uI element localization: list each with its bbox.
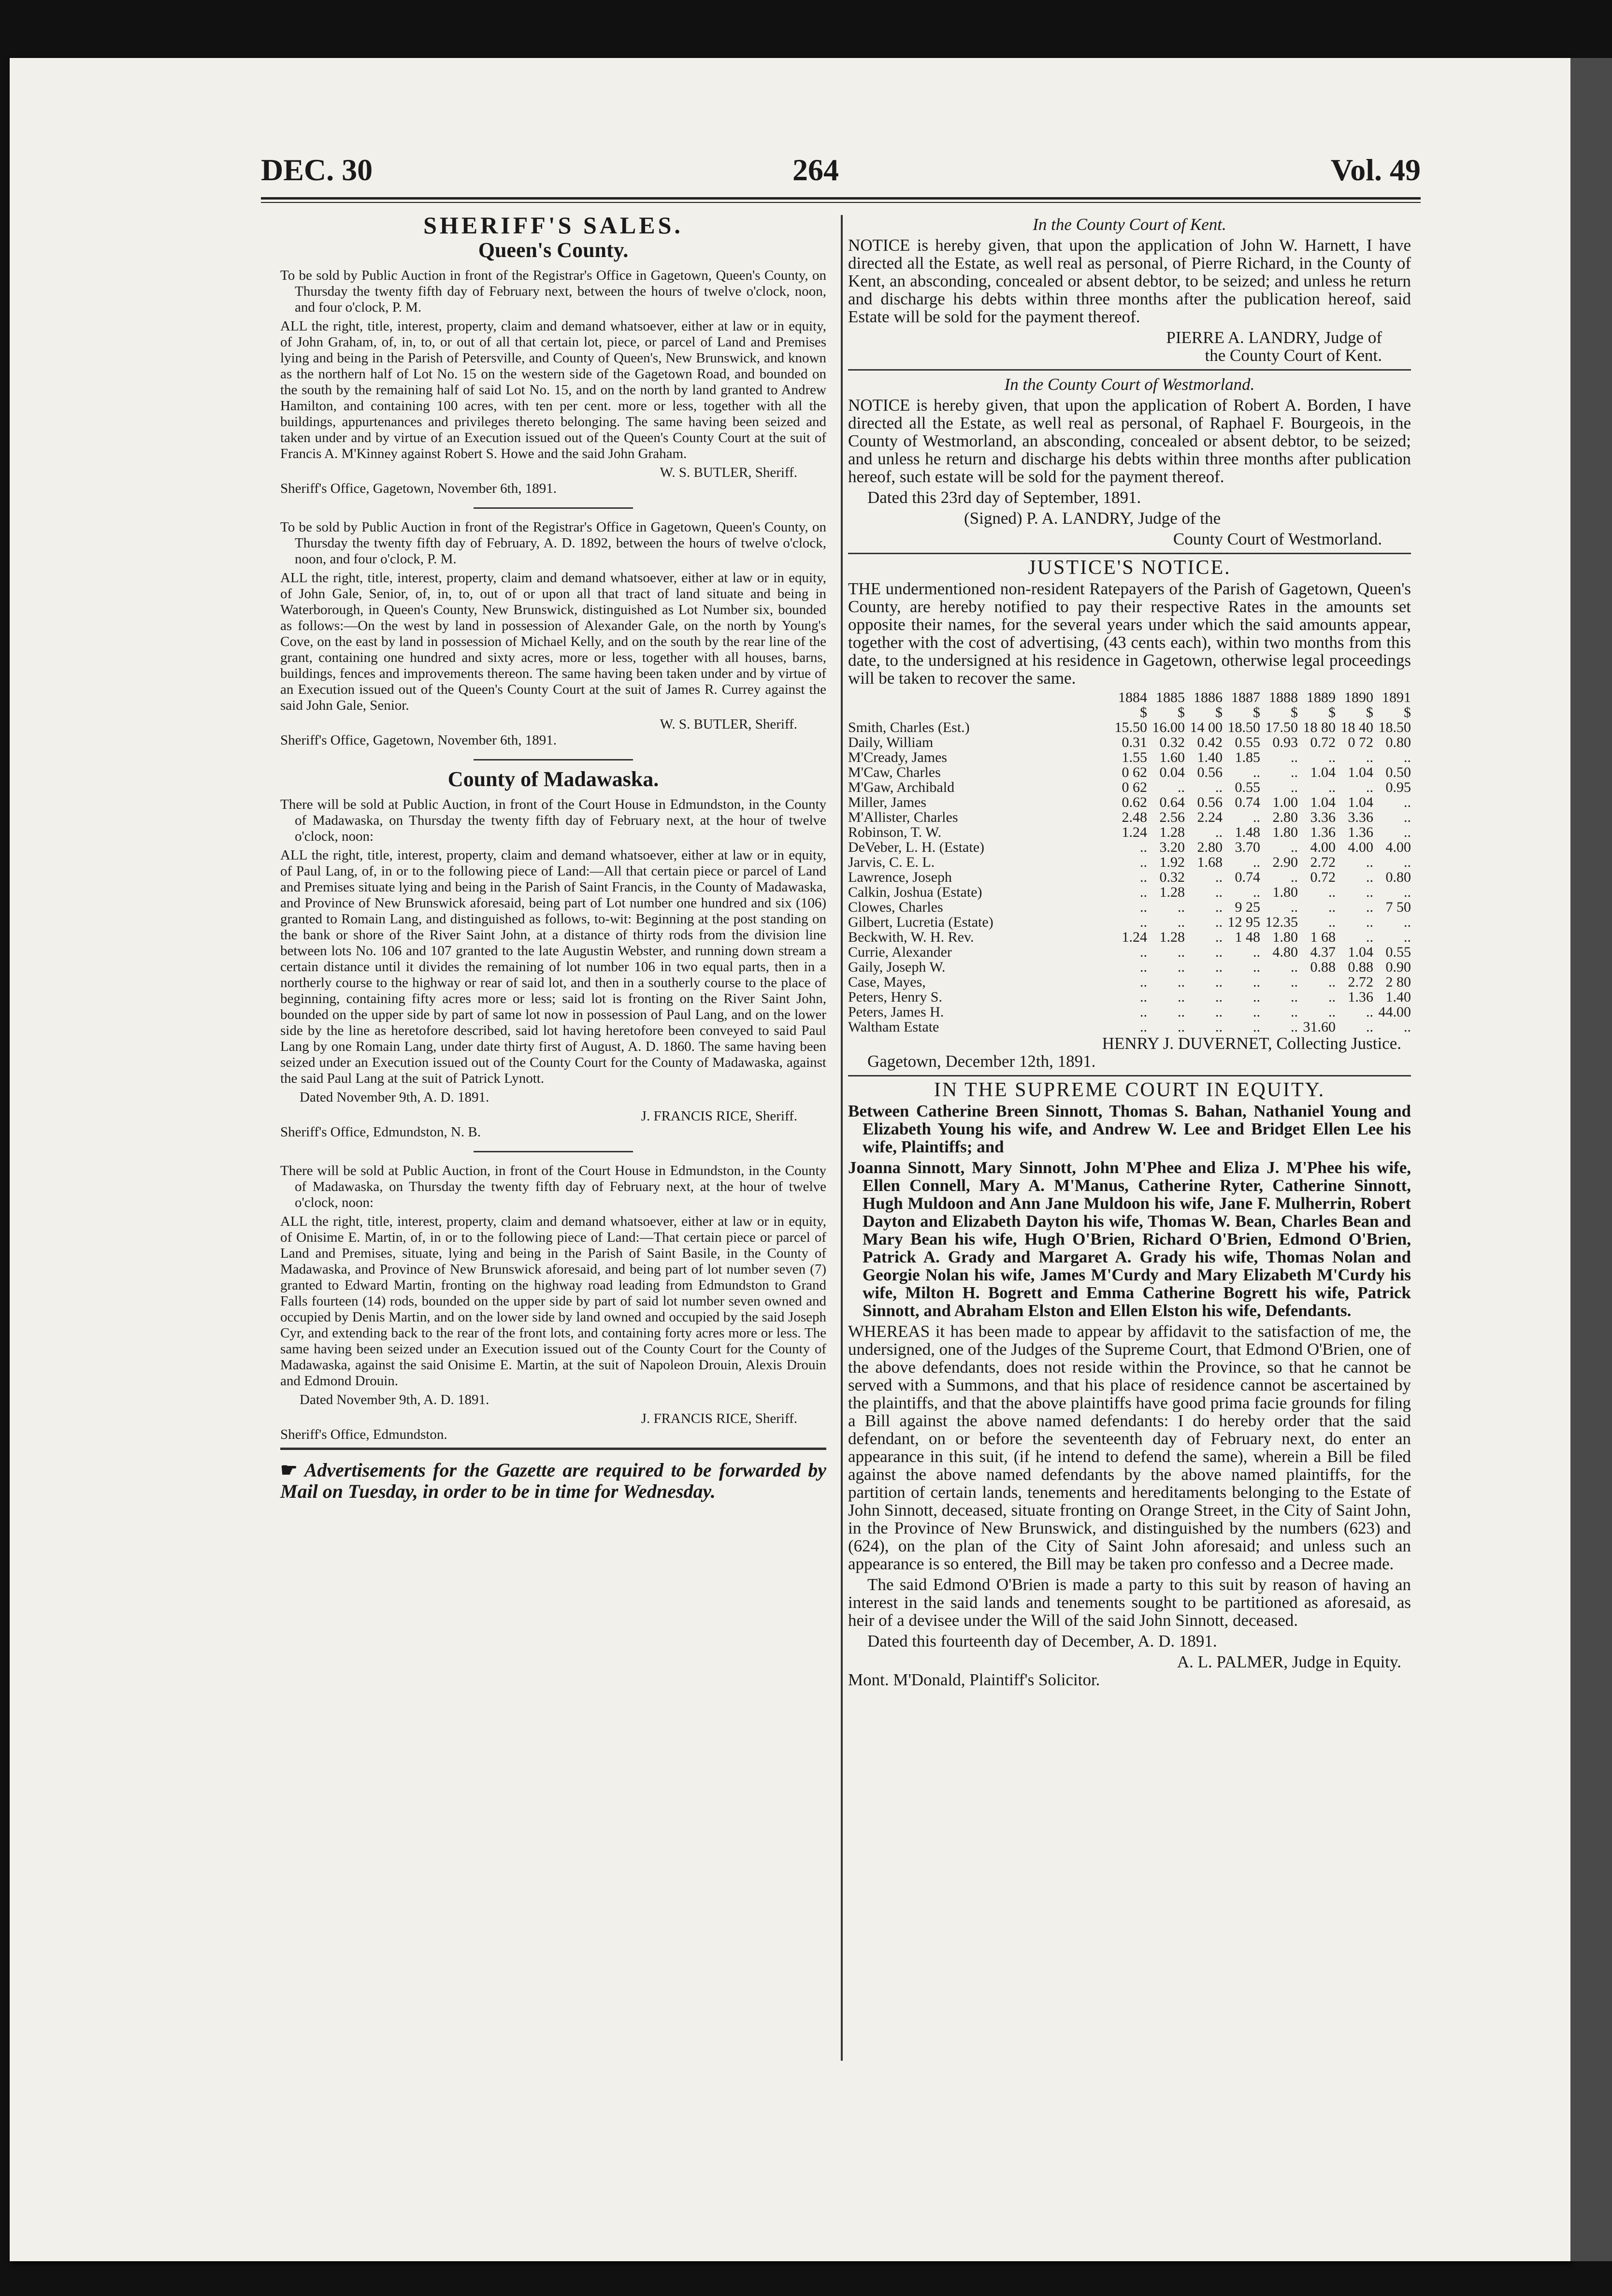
rate-amount: .. — [1253, 974, 1260, 990]
rate-amount: .. — [1215, 974, 1223, 990]
rate-amount: 1.04 — [1310, 764, 1336, 780]
rate-amount: 0.56 — [1197, 764, 1223, 780]
rate-amount: .. — [1328, 974, 1336, 990]
rate-amount: 0.88 — [1310, 959, 1336, 975]
equity-court-heading: IN THE SUPREME COURT IN EQUITY. — [934, 1079, 1325, 1101]
ratepayer-name: Waltham Estate — [848, 1019, 939, 1035]
rate-amount: 0.74 — [1235, 794, 1260, 810]
rate-amount: .. — [1366, 884, 1373, 900]
rate-amount: 4.00 — [1310, 839, 1336, 855]
rate-amount: .. — [1215, 1019, 1223, 1035]
rate-amount: 1.92 — [1159, 854, 1185, 870]
gazette-advertisement-note — [280, 1460, 826, 1502]
rates-row — [848, 930, 1411, 945]
rate-amount: 0.04 — [1159, 764, 1185, 780]
year-header: 1884 — [1118, 689, 1147, 705]
rate-amount: .. — [1178, 959, 1185, 975]
rate-amount: .. — [1328, 779, 1336, 795]
rate-amount: 1.04 — [1348, 794, 1373, 810]
dollar-sign: $ — [1328, 704, 1336, 720]
rate-amount: .. — [1328, 749, 1336, 765]
rate-amount: .. — [1140, 839, 1147, 855]
rate-amount: 2.80 — [1197, 839, 1223, 855]
column-divider — [841, 215, 843, 2061]
year-header: 1887 — [1231, 689, 1260, 705]
ad-text: Advertisements for the Gazette are required to be forwarded by Mail on Tuesday, in order to be in time for Wednesday. — [280, 1459, 827, 1502]
rate-amount: 3.36 — [1310, 809, 1336, 825]
madawaska-sale-2-signature: J. FRANCIS RICE, Sheriff. — [641, 1411, 797, 1426]
rate-amount: 12 95 — [1227, 914, 1260, 930]
rate-amount: 1.55 — [1122, 749, 1147, 765]
rate-amount: .. — [1253, 809, 1260, 825]
rate-amount: .. — [1404, 884, 1411, 900]
rate-amount: .. — [1404, 824, 1411, 840]
rate-amount: 1.68 — [1197, 854, 1223, 870]
divider — [474, 1151, 633, 1152]
ratepayer-name: M'Gaw, Archibald — [848, 779, 955, 795]
equity-plaintiffs: Between Catherine Breen Sinnott, Thomas S. Bahan, Nathaniel Young and Elizabeth Young his wife, and Andrew W. Lee and Bridget Ellen Lee his wife, Plaintiffs; and — [848, 1102, 1411, 1156]
justices-notice-heading: JUSTICE'S NOTICE. — [1028, 557, 1231, 579]
rate-amount: .. — [1328, 899, 1336, 915]
rate-amount: 18 40 — [1340, 719, 1373, 735]
ratepayer-name: Beckwith, W. H. Rev. — [848, 929, 974, 945]
rate-amount: .. — [1291, 869, 1298, 885]
rate-amount: 2.72 — [1310, 854, 1336, 870]
madawaska-sale-2-intro: There will be sold at Public Auction, in front of the Court House in Edmundston, in the County of Madawaska, on Thursday the twenty fifth day of February next, at the hour of twelve o'clock, noon: — [280, 1163, 826, 1210]
ratepayer-name: Gilbert, Lucretia (Estate) — [848, 914, 993, 930]
ratepayer-name: Daily, William — [848, 734, 934, 750]
ratepayer-name: M'Allister, Charles — [848, 809, 958, 825]
ratepayer-name: DeVeber, L. H. (Estate) — [848, 839, 985, 855]
rate-amount: 1.24 — [1122, 824, 1147, 840]
rate-amount: 1.04 — [1348, 764, 1373, 780]
rate-amount: 1.00 — [1272, 794, 1298, 810]
westmorland-signature-2: County Court of Westmorland. — [1173, 530, 1382, 548]
rate-amount: 1 48 — [1235, 929, 1260, 945]
rate-amount: 1.48 — [1235, 824, 1260, 840]
page-edge — [1570, 58, 1612, 2261]
year-header: 1885 — [1156, 689, 1185, 705]
page-number: 264 — [792, 153, 839, 187]
rates-row — [848, 990, 1411, 1004]
rate-amount: .. — [1215, 1004, 1223, 1020]
rate-amount: .. — [1291, 839, 1298, 855]
issue-date: DEC. 30 — [261, 153, 373, 187]
rate-amount: 14 00 — [1190, 719, 1223, 735]
rates-row — [848, 780, 1411, 795]
rate-amount: .. — [1140, 869, 1147, 885]
rate-amount: .. — [1178, 989, 1185, 1005]
westmorland-court-heading: In the County Court of Westmorland. — [1004, 375, 1255, 394]
rate-amount: .. — [1366, 914, 1373, 930]
queens-sale-1-signature: W. S. BUTLER, Sheriff. — [660, 465, 797, 480]
divider — [280, 1448, 826, 1450]
rate-amount: .. — [1366, 869, 1373, 885]
rates-body — [848, 720, 1411, 1034]
rates-row — [848, 945, 1411, 960]
rates-row — [848, 750, 1411, 765]
rates-row — [848, 795, 1411, 810]
rates-row — [848, 975, 1411, 990]
rate-amount: .. — [1366, 854, 1373, 870]
rates-row — [848, 840, 1411, 855]
rates-row — [848, 885, 1411, 900]
rate-amount: .. — [1291, 1004, 1298, 1020]
madawaska-sale-1-office: Sheriff's Office, Edmundston, N. B. — [280, 1124, 481, 1140]
rates-row — [848, 900, 1411, 915]
dollar-sign: $ — [1215, 704, 1223, 720]
rate-amount: .. — [1253, 944, 1260, 960]
rate-amount: .. — [1291, 1019, 1298, 1035]
rates-row — [848, 735, 1411, 750]
kent-court-heading: In the County Court of Kent. — [1033, 215, 1226, 234]
madawaska-sale-1-intro: There will be sold at Public Auction, in front of the Court House in Edmundston, in the County of Madawaska, on Thursday the twenty fifth day of February next, at the hour of twelve o'clock, noon: — [280, 797, 826, 844]
queens-sale-1-intro: To be sold by Public Auction in front of the Registrar's Office in Gagetown, Queen's County, on Thursday the twenty fifth day of February next, between the hours of twelve o'clock, noon, and four o'clock, P. M. — [280, 268, 826, 315]
rate-amount: .. — [1366, 749, 1373, 765]
ratepayer-name: M'Caw, Charles — [848, 764, 941, 780]
rate-amount: 0 62 — [1122, 764, 1147, 780]
rate-amount: 1.04 — [1310, 794, 1336, 810]
justices-notice-body: THE undermentioned non-resident Ratepayers of the Parish of Gagetown, Queen's County, are hereby notified to pay their respective Rates in the amounts set opposite their names, for the several years under which the said amounts appear, together with the cost of advertising, (43 cents each), within two months from this date, to the undersigned at his residence in Gagetown, otherwise legal proceedings will be taken to recover the same. — [848, 579, 1411, 688]
rate-amount: .. — [1140, 899, 1147, 915]
rate-amount: .. — [1140, 914, 1147, 930]
rate-amount: 1.04 — [1348, 944, 1373, 960]
rate-amount: .. — [1404, 794, 1411, 810]
rate-amount: .. — [1328, 1004, 1336, 1020]
justice-dated: Gagetown, December 12th, 1891. — [867, 1052, 1096, 1071]
rate-amount: 0.50 — [1385, 764, 1411, 780]
rate-amount: 0 62 — [1122, 779, 1147, 795]
rate-amount: .. — [1253, 884, 1260, 900]
right-column — [848, 213, 1411, 1692]
rate-amount: .. — [1178, 914, 1185, 930]
rate-amount: .. — [1253, 1004, 1260, 1020]
rate-amount: 1.24 — [1122, 929, 1147, 945]
madawaska-sale-1-signature: J. FRANCIS RICE, Sheriff. — [641, 1108, 797, 1124]
rates-table — [848, 690, 1411, 1034]
rate-amount: .. — [1178, 1019, 1185, 1035]
divider — [848, 1075, 1411, 1076]
rate-amount: 15.50 — [1114, 719, 1147, 735]
pointing-hand-icon: ☛ — [280, 1459, 298, 1481]
rate-amount: .. — [1366, 899, 1373, 915]
rate-amount: 4.00 — [1385, 839, 1411, 855]
rate-amount: .. — [1291, 749, 1298, 765]
rate-amount: 4.80 — [1272, 944, 1298, 960]
rate-amount: 0.88 — [1348, 959, 1373, 975]
rate-amount: 1.80 — [1272, 929, 1298, 945]
ratepayer-name: Jarvis, C. E. L. — [848, 854, 935, 870]
rate-amount: 1.36 — [1348, 989, 1373, 1005]
rates-row — [848, 870, 1411, 885]
divider — [474, 507, 633, 509]
rate-amount: .. — [1404, 749, 1411, 765]
kent-notice-body: NOTICE is hereby given, that upon the application of John W. Harnett, I have directed all the Estate, as well real as personal, of Pierre Richard, in the County of Kent, an absconding, concealed or absent debtor, to be seized; and unless he return and discharge his debts within three months after the publication hereof, said Estate will be sold for the payment thereof. — [848, 236, 1411, 326]
rates-dollar-row — [848, 705, 1411, 720]
rate-amount: 0.95 — [1385, 779, 1411, 795]
dollar-sign: $ — [1404, 704, 1411, 720]
year-header: 1886 — [1194, 689, 1223, 705]
madawaska-sale-1-dated: Dated November 9th, A. D. 1891. — [300, 1090, 489, 1105]
rate-amount: 31.60 — [1303, 1019, 1336, 1035]
ratepayer-name: Case, Mayes, — [848, 974, 926, 990]
rate-amount: 16.00 — [1152, 719, 1185, 735]
rate-amount: .. — [1253, 764, 1260, 780]
rate-amount: .. — [1140, 1004, 1147, 1020]
kent-signature-1: PIERRE A. LANDRY, Judge of — [1166, 328, 1382, 347]
rates-row — [848, 825, 1411, 840]
rate-amount: .. — [1253, 1019, 1260, 1035]
left-column — [280, 213, 826, 1502]
rate-amount: 0.55 — [1235, 734, 1260, 750]
rates-row — [848, 960, 1411, 975]
rate-amount: 1.28 — [1159, 824, 1185, 840]
rate-amount: .. — [1215, 869, 1223, 885]
rate-amount: 0.80 — [1385, 734, 1411, 750]
rate-amount: 2.80 — [1272, 809, 1298, 825]
rate-amount: .. — [1253, 854, 1260, 870]
westmorland-dated: Dated this 23rd day of September, 1891. — [867, 488, 1141, 507]
rate-amount: .. — [1178, 779, 1185, 795]
ratepayer-name: Miller, James — [848, 794, 927, 810]
rate-amount: .. — [1404, 914, 1411, 930]
rate-amount: .. — [1215, 824, 1223, 840]
rate-amount: .. — [1215, 929, 1223, 945]
rate-amount: 3.70 — [1235, 839, 1260, 855]
rate-amount: 0.55 — [1385, 944, 1411, 960]
rates-row — [848, 765, 1411, 780]
ratepayer-name: M'Cready, James — [848, 749, 948, 765]
rate-amount: .. — [1140, 974, 1147, 990]
rate-amount: .. — [1215, 914, 1223, 930]
queens-sale-2-office: Sheriff's Office, Gagetown, November 6th, 1891. — [280, 732, 557, 748]
rate-amount: 1.80 — [1272, 824, 1298, 840]
ratepayer-name: Currie, Alexander — [848, 944, 952, 960]
equity-solicitor: Mont. M'Donald, Plaintiff's Solicitor. — [848, 1670, 1100, 1689]
rate-amount: .. — [1140, 854, 1147, 870]
rate-amount: 4.37 — [1310, 944, 1336, 960]
rate-amount: 1.36 — [1348, 824, 1373, 840]
equity-judge-signature: A. L. PALMER, Judge in Equity. — [1177, 1652, 1401, 1671]
kent-signature-2: the County Court of Kent. — [1205, 346, 1382, 365]
rate-amount: 9 25 — [1235, 899, 1260, 915]
divider — [474, 759, 633, 761]
header-rule-thin — [261, 202, 1421, 203]
rate-amount: 0.56 — [1197, 794, 1223, 810]
rate-amount: .. — [1140, 989, 1147, 1005]
madawaska-sale-2-office: Sheriff's Office, Edmundston. — [280, 1427, 447, 1442]
rate-amount: 18.50 — [1378, 719, 1411, 735]
rate-amount: 0.90 — [1385, 959, 1411, 975]
rates-row — [848, 855, 1411, 870]
rate-amount: 0.62 — [1122, 794, 1147, 810]
rate-amount: 0.55 — [1235, 779, 1260, 795]
rates-row — [848, 810, 1411, 825]
westmorland-signature-1: (Signed) P. A. LANDRY, Judge of the — [964, 509, 1221, 528]
rate-amount: 2.72 — [1348, 974, 1373, 990]
rate-amount: .. — [1404, 1019, 1411, 1035]
rates-row — [848, 915, 1411, 930]
rate-amount: .. — [1215, 944, 1223, 960]
rate-amount: .. — [1140, 959, 1147, 975]
year-header: 1891 — [1382, 689, 1411, 705]
rate-amount: .. — [1140, 1019, 1147, 1035]
rate-amount: .. — [1215, 899, 1223, 915]
rate-amount: .. — [1215, 779, 1223, 795]
rate-amount: 0.93 — [1272, 734, 1298, 750]
rate-amount: 0.31 — [1122, 734, 1147, 750]
volume-number: Vol. 49 — [1330, 153, 1421, 187]
rate-amount: 7 50 — [1385, 899, 1411, 915]
ratepayer-name: Peters, James H. — [848, 1004, 944, 1020]
rate-amount: .. — [1140, 884, 1147, 900]
rate-amount: .. — [1178, 1004, 1185, 1020]
rate-amount: 0.72 — [1310, 869, 1336, 885]
rate-amount: .. — [1291, 974, 1298, 990]
rate-amount: .. — [1404, 809, 1411, 825]
rate-amount: 1 68 — [1310, 929, 1336, 945]
rate-amount: .. — [1366, 1019, 1373, 1035]
dollar-sign: $ — [1291, 704, 1298, 720]
dollar-sign: $ — [1140, 704, 1147, 720]
rate-amount: 0.32 — [1159, 734, 1185, 750]
queens-county-heading: Queen's County. — [478, 238, 629, 262]
dollar-sign: $ — [1253, 704, 1260, 720]
dollar-sign: $ — [1366, 704, 1373, 720]
rate-amount: 2.24 — [1197, 809, 1223, 825]
ratepayer-name: Gaily, Joseph W. — [848, 959, 946, 975]
ratepayer-name: Peters, Henry S. — [848, 989, 942, 1005]
rate-amount: 1.85 — [1235, 749, 1260, 765]
rate-amount: 18 80 — [1303, 719, 1336, 735]
madawaska-sale-1-body: ALL the right, title, interest, property, claim and demand whatsoever, either at law or in equity, of Paul Lang, of, in or to the following piece of Land:—All that certain piece or parcel of Land and Premises situate lying and being in the Parish of Saint Francis, in the County of Madawaska, and Province of New Brunswick aforesaid, being part of Lot number one hundred and six (106) granted to Romain Lang, and distinguished as follows, to-wit: Beginning at the post standing on the bank or shore of the River Saint John, at a distance of thirty rods from the division line between lots No. 106 and 107 granted to the late Augustin Webster, and running down stream a certain distance until it divides the remaining of lot number 106 in two equal parts, then in a northerly course to the highway or rear of said lot, and then in a southerly course to the place of beginning, containing fifty acres more or less; said lot is fronting on the River Saint John, bounded on the upper side by part of same lot now in possession of Paul Lang, and on the lower side by the line as heretofore described, said lot having heretofore been conveyed to said Paul Lang by one Romain Lang, under date thirty first of August, A. D. 1860. The same having been seized under an Execution issued out of the County Court for the County of Madawaska, against the said Paul Lang at the suit of Patrick Lynott. — [280, 847, 826, 1086]
rates-row — [848, 1004, 1411, 1019]
rate-amount: 2.48 — [1122, 809, 1147, 825]
rate-amount: 2.56 — [1159, 809, 1185, 825]
sheriffs-sales-title: SHERIFF'S SALES. — [423, 212, 683, 239]
rate-amount: .. — [1253, 959, 1260, 975]
year-header: 1890 — [1344, 689, 1373, 705]
rate-amount: 1.60 — [1159, 749, 1185, 765]
madawaska-heading: County of Madawaska. — [447, 767, 659, 791]
rate-amount: .. — [1404, 929, 1411, 945]
rates-row — [848, 1019, 1411, 1034]
rate-amount: .. — [1404, 854, 1411, 870]
rate-amount: .. — [1328, 884, 1336, 900]
dollar-sign: $ — [1178, 704, 1185, 720]
rate-amount: .. — [1215, 884, 1223, 900]
rate-amount: .. — [1253, 989, 1260, 1005]
rate-amount: 4.00 — [1348, 839, 1373, 855]
ratepayer-name: Clowes, Charles — [848, 899, 943, 915]
header-rule — [261, 197, 1421, 200]
divider — [848, 553, 1411, 554]
rate-amount: 1.28 — [1159, 929, 1185, 945]
rate-amount: 0 72 — [1348, 734, 1373, 750]
rate-amount: .. — [1178, 974, 1185, 990]
page-header — [261, 152, 1421, 196]
rate-amount: 18.50 — [1227, 719, 1260, 735]
rate-amount: .. — [1366, 1004, 1373, 1020]
divider — [848, 369, 1411, 371]
queens-sale-2-intro: To be sold by Public Auction in front of the Registrar's Office in Gagetown, Queen's County, on Thursday the twenty fifth day of February, A. D. 1892, between the hours of twelve o'clock, noon, and four o'clock, P. M. — [280, 519, 826, 567]
justice-signature: HENRY J. DUVERNET, Collecting Justice. — [1102, 1034, 1401, 1053]
rates-row — [848, 720, 1411, 735]
rate-amount: 17.50 — [1265, 719, 1298, 735]
rate-amount: .. — [1178, 899, 1185, 915]
queens-sale-2-signature: W. S. BUTLER, Sheriff. — [660, 717, 797, 732]
madawaska-sale-2-dated: Dated November 9th, A. D. 1891. — [300, 1392, 489, 1407]
rate-amount: .. — [1291, 989, 1298, 1005]
rate-amount: 0.80 — [1385, 869, 1411, 885]
rate-amount: 1.40 — [1197, 749, 1223, 765]
rate-amount: 1.36 — [1310, 824, 1336, 840]
madawaska-sale-2-body: ALL the right, title, interest, property, claim and demand whatsoever, either at law or in equity, of Onisime E. Martin, of, in or to the following piece of Land:—That certain piece or parcel of Land and Premises, situate, lying and being in the Parish of Saint Basile, in the County of Madawaska, and Province of New Brunswick aforesaid, and being part of lot number seven (7) granted to Edward Martin, fronting on the highway road leading from Edmundston to Grand Falls fourteen (14) rods, bounded on the upper side by part of said lot number seven owned and occupied by Denis Martin, and on the lower side by land owned and occupied by the said Joseph Cyr, and extending back to the rear of the front lots, and containing forty acres more or less. The same having been seized under an Execution issued out of the County Court for the County of Madawaska, against the said Onisime E. Martin, at the suit of Napoleon Drouin, Alexis Drouin and Edmond Drouin. — [280, 1214, 826, 1389]
rate-amount: .. — [1291, 764, 1298, 780]
rate-amount: 3.20 — [1159, 839, 1185, 855]
rate-amount: 2 80 — [1385, 974, 1411, 990]
rate-amount: 1.80 — [1272, 884, 1298, 900]
rate-amount: 0.74 — [1235, 869, 1260, 885]
ratepayer-name: Robinson, T. W. — [848, 824, 942, 840]
year-header: 1889 — [1307, 689, 1336, 705]
rate-amount: .. — [1215, 989, 1223, 1005]
rate-amount: 3.36 — [1348, 809, 1373, 825]
rate-amount: .. — [1328, 914, 1336, 930]
ratepayer-name: Lawrence, Joseph — [848, 869, 952, 885]
equity-dated: Dated this fourteenth day of December, A. D. 1891. — [867, 1632, 1217, 1650]
rate-amount: .. — [1366, 779, 1373, 795]
rate-amount: .. — [1366, 929, 1373, 945]
rates-year-row — [848, 690, 1411, 705]
queens-sale-2-body: ALL the right, title, interest, property, claim and demand whatsoever, either at law or in equity, of John Gale, Senior, of, in, to, out of or upon all that tract of land situate and being in Waterborough, in Queen's County, New Brunswick, distinguished as Lot Number six, bounded as follows:—On the west by land in possession of Alexander Gale, on the north by Young's Cove, on the east by land in possession of Michael Kelly, and on the south by the rear line of the grant, containing one hundred and sixty acres, more or less, together with all houses, barns, buildings, fences and improvements thereon. The same having been taken under and by virtue of an Execution issued out of the Queen's County Court at the suit of James R. Currey against the said John Gale, Senior. — [280, 570, 826, 713]
queens-sale-1-office: Sheriff's Office, Gagetown, November 6th, 1891. — [280, 481, 557, 496]
equity-defendants: Joanna Sinnott, Mary Sinnott, John M'Phee and Eliza J. M'Phee his wife, Ellen Connell, Mary A. M'Manus, Catherine Ryter, Catherine Sinnott, Hugh Muldoon and Ann Jane Muldoon his wife, Jane F. Mulherrin, Robert Dayton and Elizabeth Dayton his wife, Thomas W. Bean, Charles Bean and Mary Bean his wife, Hugh O'Brien, Richard O'Brien, Edmond O'Brien, Patrick A. Grady and Margaret A. Grady his wife, Thomas Nolan and Georgie Nolan his wife, James M'Curdy and Mary Elizabeth M'Curdy his wife, Milton H. Bogrett and Emma Catherine Bogrett his wife, Patrick Sinnott, and Abraham Elston and Ellen Elston his wife, Defendants. — [848, 1158, 1411, 1320]
westmorland-notice-body: NOTICE is hereby given, that upon the application of Robert A. Borden, I have directed all the Estate, as well real as personal, of Raphael F. Bourgeois, in the County of Westmorland, an absconding, concealed or absent debtor, to be seized; and unless he return and discharge his debts within three months after publication hereof, such estate will be sold for the payment thereof. — [848, 396, 1411, 486]
rate-amount: 0.32 — [1159, 869, 1185, 885]
rate-amount: .. — [1291, 779, 1298, 795]
rate-amount: 44.00 — [1378, 1004, 1411, 1020]
queens-sale-1-body: ALL the right, title, interest, property, claim and demand whatsoever, either at law or in equity, of John Graham, of, in, to, or out of all that certain lot, piece, or parcel of Land and Premises lying and being in the Parish of Petersville, and County of Queen's, New Brunswick, and known as the northern half of Lot No. 15 on the western side of the Gagetown Road, and bounded on the south by the remaining half of said Lot No. 15, and on the north by land granted to Andrew Hamilton, and containing 100 acres, with ten per cent. more or less, together with all the buildings, appurtenances and privileges thereto belonging. The same having been seized and taken under and by virtue of an Execution issued out of the Queen's County Court at the suit of Francis A. M'Kinney against Robert S. Howe and the said John Graham. — [280, 318, 826, 461]
rate-amount: 2.90 — [1272, 854, 1298, 870]
rate-amount: .. — [1291, 959, 1298, 975]
rate-amount: .. — [1178, 944, 1185, 960]
rate-amount: .. — [1291, 899, 1298, 915]
equity-order-body-2: The said Edmond O'Brien is made a party to this suit by reason of having an interest in the said lands and tenements sought to be partitioned as aforesaid, as heir of a devisee under the Will of the said John Sinnott, deceased. — [848, 1575, 1411, 1630]
rate-amount: 0.64 — [1159, 794, 1185, 810]
equity-order-body: WHEREAS it has been made to appear by affidavit to the satisfaction of me, the undersigned, one of the Judges of the Supreme Court, that Edmond O'Brien, one of the above defendants, does not reside within the Province, so that he cannot be served with a Summons, and that his place of residence cannot be ascertained by the plaintiffs, and that the above plaintiffs have good prima facie grounds for filing a Bill against the above named defendants: I do hereby order that the said defendant, on or before the seventeenth day of February next, do enter an appearance in this suit, (if he intend to defend the same), wherein a Bill be filed against the above named defendants by the above named plaintiffs, for the partition of certain lands, tenements and hereditaments belonging to the Estate of John Sinnott, deceased, situate fronting on Orange Street, in the City of Saint John, in the Province of New Brunswick, and distinguished by the numbers (623) and (624), on the plan of the City of Saint John aforesaid; and unless such an appearance is so entered, the Bill may be taken pro confesso and a Decree made. — [848, 1322, 1411, 1573]
rate-amount: .. — [1140, 944, 1147, 960]
rate-amount: .. — [1328, 989, 1336, 1005]
rate-amount: 12.35 — [1265, 914, 1298, 930]
rate-amount: 1.28 — [1159, 884, 1185, 900]
ratepayer-name: Smith, Charles (Est.) — [848, 719, 970, 735]
ratepayer-name: Calkin, Joshua (Estate) — [848, 884, 982, 900]
rate-amount: .. — [1215, 959, 1223, 975]
rate-amount: 0.42 — [1197, 734, 1223, 750]
rate-amount: 0.72 — [1310, 734, 1336, 750]
year-header: 1888 — [1269, 689, 1298, 705]
rate-amount: 1.40 — [1385, 989, 1411, 1005]
